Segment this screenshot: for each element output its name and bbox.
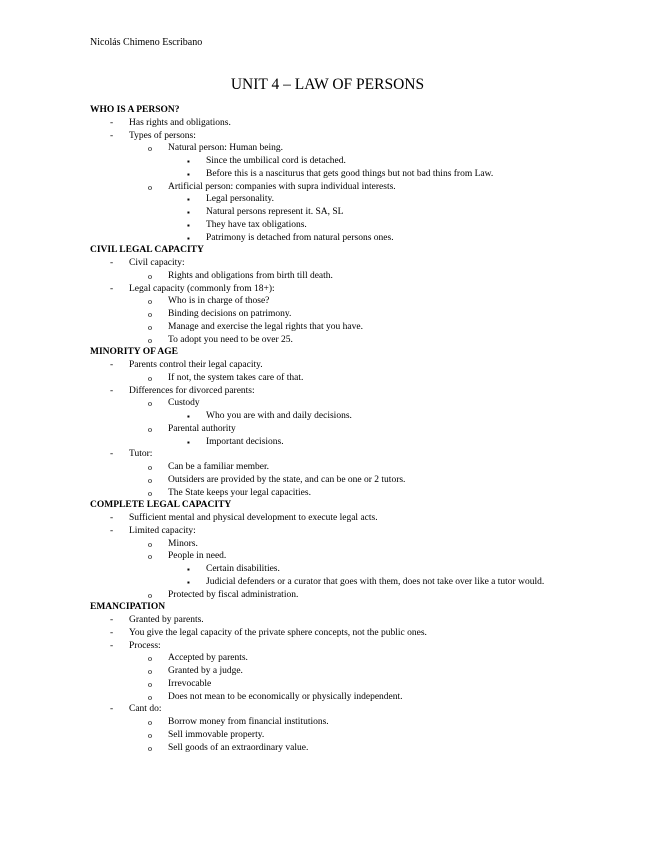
list-item: Sell goods of an extraordinary value. — [168, 742, 309, 753]
dash-bullet-marker: - — [110, 360, 114, 370]
section-heading: EMANCIPATION — [90, 602, 166, 613]
circle-bullet-marker: o — [148, 679, 152, 689]
section-heading: MINORITY OF AGE — [90, 347, 178, 358]
circle-bullet-marker: o — [148, 475, 152, 485]
list-item: Minors. — [168, 538, 198, 549]
list-item: Differences for divorced parents: — [129, 385, 255, 396]
dash-bullet-marker: - — [110, 627, 114, 638]
list-item: Rights and obligations from birth till death. — [168, 270, 333, 281]
list-item: Can be a familiar member. — [168, 462, 270, 472]
list-item: Cant do: — [129, 704, 162, 715]
circle-bullet-marker: o — [148, 399, 152, 409]
list-item: Accepted by parents. — [168, 653, 248, 664]
circle-bullet-marker: o — [148, 539, 152, 549]
circle-bullet-marker: o — [148, 373, 152, 383]
square-bullet-marker: ▪ — [187, 208, 190, 217]
circle-bullet-marker: o — [148, 424, 152, 434]
list-item: Legal capacity (commonly from 18+): — [129, 283, 275, 294]
dash-bullet-marker: - — [110, 130, 114, 141]
dash-bullet-marker: - — [110, 283, 114, 294]
list-item: Granted by a judge. — [168, 666, 243, 676]
section-heading: CIVIL LEGAL CAPACITY — [90, 245, 204, 256]
list-item: Certain disabilities. — [206, 564, 280, 574]
circle-bullet-marker: o — [148, 730, 152, 740]
list-item: Types of persons: — [129, 130, 196, 141]
circle-bullet-marker: o — [148, 718, 152, 727]
list-item: Manage and exercise the legal rights that you have. — [168, 321, 363, 332]
list-item: Sell immovable property. — [168, 729, 265, 740]
list-item: Who you are with and daily decisions. — [206, 411, 352, 421]
list-item: Parental authority — [168, 423, 236, 434]
list-item: Protected by fiscal administration. — [168, 589, 299, 600]
author-name: Nicolás Chimeno Escribano — [90, 37, 203, 48]
list-item: Tutor: — [129, 449, 153, 460]
circle-bullet-marker: o — [148, 335, 152, 345]
dash-bullet-marker: - — [110, 449, 114, 460]
list-item: You give the legal capacity of the private sphere concepts, not the public ones. — [129, 627, 427, 638]
list-item: If not, the system takes care of that. — [168, 372, 304, 383]
list-item: Patrimony is detached from natural persons ones. — [206, 232, 394, 243]
list-item: To adopt you need to be over 25. — [168, 334, 293, 345]
square-bullet-marker: ▪ — [187, 169, 190, 179]
dash-bullet-marker: - — [110, 525, 114, 536]
circle-bullet-marker: o — [148, 322, 152, 332]
list-item: The State keeps your legal capacities. — [168, 487, 311, 498]
list-item: Artificial person: companies with supra individual interests. — [168, 181, 396, 192]
list-item: Custody — [168, 398, 200, 409]
square-bullet-marker: ▪ — [187, 412, 190, 421]
circle-bullet-marker: o — [148, 667, 152, 676]
dash-bullet-marker: - — [110, 117, 114, 128]
list-item: Sufficient mental and physical development to execute legal acts. — [129, 513, 378, 523]
page-title: UNIT 4 – LAW OF PERSONS — [230, 76, 425, 93]
list-item: Important decisions. — [206, 436, 284, 447]
list-item: Natural persons represent it. SA, SL — [206, 207, 344, 217]
circle-bullet-marker: o — [148, 271, 152, 281]
circle-bullet-marker: o — [148, 144, 152, 154]
circle-bullet-marker: o — [148, 692, 152, 702]
list-item: Outsiders are provided by the state, and can be one or 2 tutors. — [168, 474, 406, 485]
list-item: Civil capacity: — [129, 258, 185, 268]
circle-bullet-marker: o — [148, 654, 152, 664]
list-item: Limited capacity: — [129, 525, 196, 536]
list-item: Since the umbilical cord is detached. — [206, 156, 346, 166]
dash-bullet-marker: - — [110, 640, 114, 651]
list-item: People in need. — [168, 551, 227, 562]
list-item: Who is in charge of those? — [168, 296, 270, 307]
square-bullet-marker: ▪ — [187, 577, 190, 587]
circle-bullet-marker: o — [148, 552, 152, 562]
circle-bullet-marker: o — [148, 590, 152, 600]
list-item: Irrevocable — [168, 678, 212, 689]
square-bullet-marker: ▪ — [187, 437, 190, 447]
circle-bullet-marker: o — [148, 488, 152, 498]
circle-bullet-marker: o — [148, 310, 152, 319]
list-item: Legal personality. — [206, 194, 274, 205]
list-item: Process: — [129, 640, 161, 651]
list-item: They have tax obligations. — [206, 219, 307, 230]
list-item: Parents control their legal capacity. — [129, 360, 263, 370]
circle-bullet-marker: o — [148, 182, 152, 192]
square-bullet-marker: ▪ — [187, 195, 190, 205]
circle-bullet-marker: o — [148, 743, 152, 753]
list-item: Judicial defenders or a curator that goes with them, does not take over like a tutor would. — [206, 576, 545, 587]
section-heading: COMPLETE LEGAL CAPACITY — [90, 500, 232, 511]
circle-bullet-marker: o — [148, 297, 152, 307]
square-bullet-marker: ▪ — [187, 157, 190, 166]
dash-bullet-marker: - — [110, 615, 114, 625]
square-bullet-marker: ▪ — [187, 233, 190, 243]
dash-bullet-marker: - — [110, 513, 114, 523]
dash-bullet-marker: - — [110, 385, 114, 396]
square-bullet-marker: ▪ — [187, 565, 190, 574]
square-bullet-marker: ▪ — [187, 220, 190, 230]
dash-bullet-marker: - — [110, 258, 114, 268]
dash-bullet-marker: - — [110, 704, 114, 715]
list-item: Binding decisions on patrimony. — [168, 309, 292, 319]
list-item: Has rights and obligations. — [129, 117, 231, 128]
list-item: Borrow money from financial institutions. — [168, 717, 329, 727]
list-item: Granted by parents. — [129, 615, 204, 625]
list-item: Does not mean to be economically or physically independent. — [168, 691, 403, 702]
list-item: Natural person: Human being. — [168, 143, 284, 154]
list-item: Before this is a nasciturus that gets good things but not bad thins from Law. — [206, 168, 494, 179]
circle-bullet-marker: o — [148, 463, 152, 472]
section-heading: WHO IS A PERSON? — [90, 105, 180, 115]
